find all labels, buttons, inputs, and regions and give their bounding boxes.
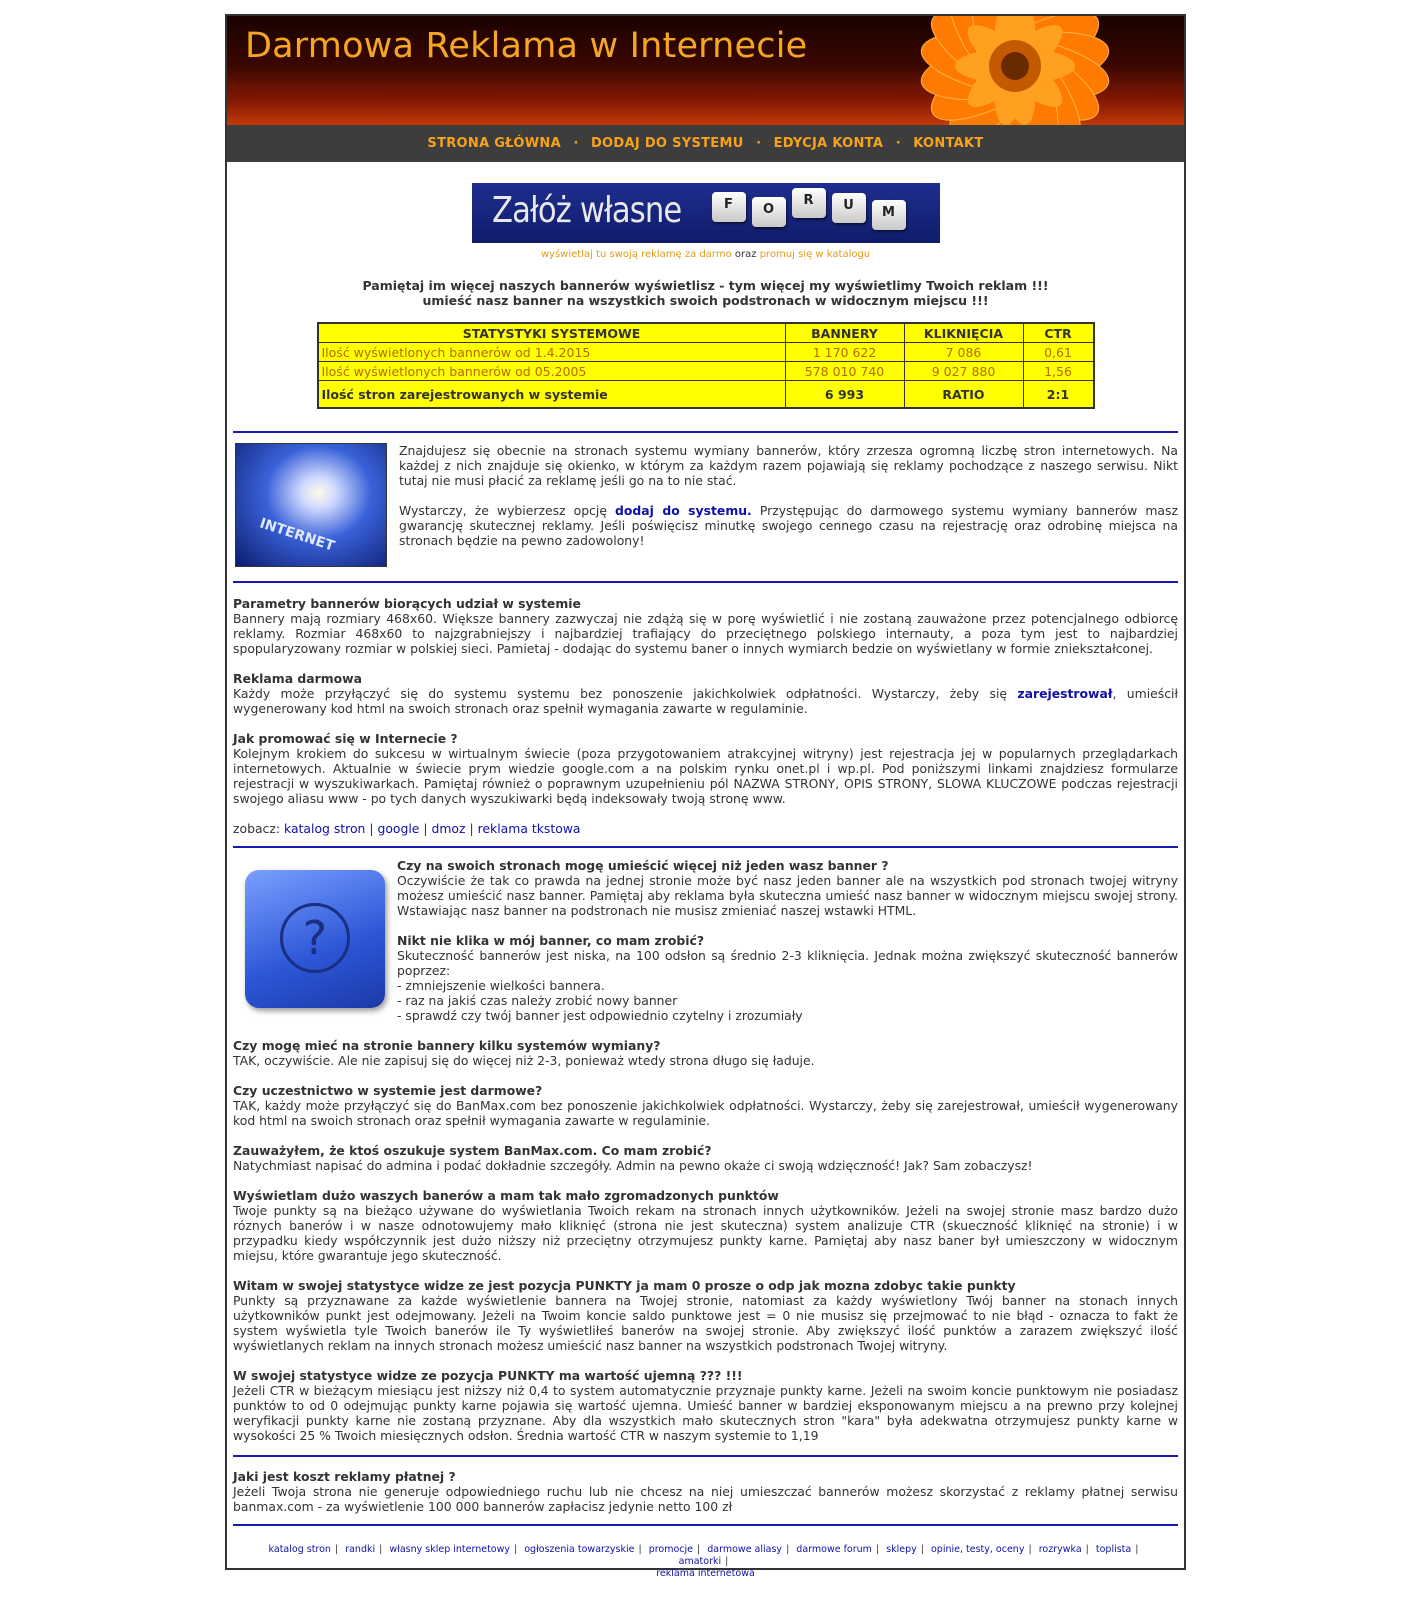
section-text: Jeżeli Twoja strona nie generuje odpowiedniego ruchu lub nie chcesz na niej umieszczać bannerów możesz skorzystać z reklamy płatnej serwisu banmax.com - za wyświetlenie 100 000 bannerów zapłacisz jedynie netto 100 zł [233, 1484, 1178, 1514]
faq-answer: Jeżeli CTR w bieżącym miesiącu jest niższy niż 0,4 to system automatycznie przyznaje punkty karne. Jeżeli na swoim koncie punktowym nie posiadasz punktów to od 0 odejmując punkty karne pojawia się wartość ujemna. Umieść banner w bardziej eksponowanym miejscu a na prewno przy kolejnej weryfikacji punkty karne nie zostaną przyznane. Aby dla wszystkich mało skutecznych stron "kara" była adekwatna otrzymujesz punkty karne w wysokości 25 % Twoich miesięcznych odsłon. Średnia wartość CTR w naszym systemie to 1,19 [233, 1383, 1178, 1443]
faq-question: Zauważyłem, że ktoś oszukuje system BanMax.com. Co mam zrobić? [233, 1143, 712, 1158]
keycap-u: U [832, 193, 866, 223]
stats-cell: 2:1 [1023, 381, 1094, 409]
section-text-part: Każdy może przyłączyć się do systemu systemu bez ponoszenie jakichkolwiek odpłatności. Wystarczy, żeby się [233, 686, 1008, 701]
notice-line-1: Pamiętaj im więcej naszych bannerów wyświetlisz - tym więcej my wyświetlimy Twoich reklam !!! [362, 278, 1049, 293]
stats-row [318, 343, 1094, 362]
keycap-f: F [712, 192, 746, 222]
stats-cell: 9 027 880 [904, 362, 1023, 381]
section-text [233, 686, 1178, 716]
faq-answer: Oczywiście że tak co prawda na jednej stronie może być nasz jeden banner ale na wszystkich pod stronach twojej witryny możesz umieścić nasz banner. Pamiętaj aby reklama była skuteczna umieść nasz banner w widocznym miejscu swojej strony. Wstawiając nasz banner na podstronach nie musisz zmieniać naszej wstawki HTML. [397, 873, 1178, 918]
footer-links [233, 1544, 1178, 1580]
section-heading: Jaki jest koszt reklamy płatnej ? [233, 1469, 456, 1484]
footer-link[interactable]: katalog stron [268, 1544, 331, 1555]
nav-contact[interactable]: KONTAKT [913, 136, 984, 151]
link-reklama-tekstowa[interactable]: reklama tkstowa [477, 821, 581, 836]
stats-cell: Ilość wyświetlonych bannerów od 05.2005 [318, 362, 786, 381]
faq-section [233, 858, 1178, 1443]
footer-link[interactable]: darmowe aliasy [707, 1544, 783, 1555]
page-container [225, 14, 1186, 1579]
nav-separator: · [895, 136, 901, 151]
footer-link[interactable]: toplista [1095, 1544, 1132, 1555]
faq-list-item: - zmniejszenie wielkości bannera. [397, 978, 605, 993]
footer-separator: | [786, 1544, 790, 1555]
stats-row [318, 362, 1094, 381]
stats-cell: 6 993 [785, 381, 904, 409]
keycap-m: M [872, 200, 906, 230]
faq-answer: TAK, oczywiście. Ale nie zapisuj się do więcej niż 2-3, ponieważ wtedy strona długo się ładuje. [233, 1053, 815, 1068]
footer-separator: | [725, 1556, 729, 1567]
see-also-links: zobacz: katalog stron | google | dmoz | reklama tkstowa [233, 821, 581, 836]
forum-banner-ad[interactable] [472, 183, 940, 243]
register-link[interactable]: zarejestrował [1017, 686, 1113, 701]
add-to-system-link[interactable]: dodaj do systemu. [615, 503, 752, 518]
stats-header-row [318, 323, 1094, 343]
intro-paragraph-1: Znajdujesz się obecnie na stronach systemu wymiany bannerów, który zrzesza ogromną liczbę stron internetowych. Na każdej z nich znajduje się okienko, w którym za każdym razem pojawiają się reklamy pochodzące z naszego serwisu. Nikt tutaj nie musi płacić za reklamę jeśli go na to nie stać. [399, 443, 1178, 488]
footer-separator: | [1085, 1544, 1089, 1555]
question-mark-icon: ? [280, 903, 350, 973]
nav-edit-account[interactable]: EDYCJA KONTA [773, 136, 884, 151]
internet-image-label: INTERNET [257, 515, 337, 555]
stats-cell: Ilość stron zarejestrowanych w systemie [318, 381, 786, 409]
stats-cell: 0,61 [1023, 343, 1094, 362]
faq-question: Wyświetlam dużo waszych banerów a mam tak mało zgromadzonych punktów [233, 1188, 779, 1203]
footer-separator: | [697, 1544, 701, 1555]
faq-list-item: - raz na jakiś czas należy zrobić nowy banner [397, 993, 678, 1008]
divider [233, 1524, 1178, 1526]
forum-banner-text: Załóż własne [491, 190, 681, 231]
footer-separator: | [920, 1544, 924, 1555]
flower-image [825, 16, 1184, 125]
faq-list-item: - sprawdź czy twój banner jest odpowiednio czytelny i zrozumiały [397, 1008, 803, 1023]
faq-answer: TAK, każdy może przyłączyć się do BanMax.com bez ponoszenie jakichkolwiek odpłatności. Wystarczy, żeby się zarejestrował, umieścił wygenerowany kod html na swoich stronach oraz spełnił wymagania zawarte w regulaminie. [233, 1098, 1178, 1128]
link-katalog-stron[interactable]: katalog stron [284, 821, 366, 836]
stats-header-cell: BANNERY [785, 323, 904, 343]
footer-link[interactable]: amatorki [678, 1556, 722, 1567]
footer-link[interactable]: promocje [648, 1544, 694, 1555]
nav-add-to-system[interactable]: DODAJ DO SYSTEMU [590, 136, 744, 151]
footer-separator: | [514, 1544, 518, 1555]
notice-line-2: umieść nasz banner na wszystkich swoich podstronach w widocznym miejscu !!! [422, 293, 989, 308]
footer-link[interactable]: rozrywka [1038, 1544, 1082, 1555]
internet-image [235, 443, 387, 567]
site-header [227, 16, 1184, 125]
faq-question: Czy mogę mieć na stronie bannery kilku systemów wymiany? [233, 1038, 661, 1053]
footer-separator: | [875, 1544, 880, 1555]
stats-cell: 578 010 740 [785, 362, 904, 381]
stats-cell: Ilość wyświetlonych bannerów od 1.4.2015 [318, 343, 786, 362]
section-heading: Parametry bannerów biorących udział w systemie [233, 596, 581, 611]
faq-answer: Twoje punkty są na bieżąco używane do wyświetlania Twoich rekam na stronach innych użytkowników. Jeżeli na swojej stronie masz bardzo dużo róznych banerów i w nasze odnotowujemy mało kliknięć (strona nie jest skuteczna) system analizuje CTR (skueczność kliknięć na stronie) i w przypadku kiedy współczynnik jest dużo niższy niż przeciętny otrzymujesz punkty karne. Pamiętaj aby nasz baner był umieszczony w widocznym miejsu, które gwarantuje jego skuteczność. [233, 1203, 1178, 1263]
banner-caption [233, 249, 1178, 260]
section-heading: Reklama darmowa [233, 671, 362, 686]
link-dmoz[interactable]: dmoz [431, 821, 466, 836]
nav-separator: · [756, 136, 762, 151]
divider [233, 431, 1178, 433]
divider [233, 846, 1178, 848]
section-heading: Jak promować się w Internecie ? [233, 731, 458, 746]
banner-block [233, 183, 1178, 260]
stats-header-cell: STATYSTYKI SYSTEMOWE [318, 323, 786, 343]
intro-text: Przystępując do darmowego systemu wymiany bannerów masz gwarancję skutecznej reklamy. Jeśli poświęcisz minutkę swojego cennego czasu na rejestrację oraz odrobinę miejsca na stronach będzie na pewno zadowolony! [399, 503, 1178, 548]
footer-separator: | [638, 1544, 642, 1555]
footer-separator: | [1028, 1544, 1032, 1555]
faq-answer: Skuteczność bannerów jest niska, na 100 odsłon są średnio 2-3 kliknięcia. Jednak można zwiększyć skuteczność bannerów poprzez: [397, 948, 1178, 978]
footer-link[interactable]: reklama internetowa [656, 1568, 755, 1579]
stats-header-cell: CTR [1023, 323, 1094, 343]
footer-separator: | [334, 1544, 339, 1555]
paid-ad-section [233, 1469, 1178, 1514]
faq-question: Czy na swoich stronach mogę umieścić więcej niż jeden wasz banner ? [397, 858, 889, 873]
footer-link[interactable]: randki [345, 1544, 376, 1555]
faq-question: W swojej statystyce widze ze pozycja PUNKTY ma wartość ujemną ??? !!! [233, 1368, 743, 1383]
footer-separator: | [379, 1544, 383, 1555]
caption-conjunction: oraz [734, 249, 757, 260]
question-key-image [235, 858, 385, 1008]
faq-answer: Punkty są przyznawane za każde wyświetlenie bannera na Twojej stronie, natomiast za każdy wyświetlony Twój banner na stonach innych użytkowników punkt jest odejmowany. Jeżeli na Twoim koncie saldo punktowe jest = 0 nie musisz się przejmować to nie błąd - oznacza to fakt że system wyświetla tyle Twoich banerów ile Ty wyświetliłeś banerów na swojej stronie. Aby zwiększyć ilość punktów a zarazem zwiększyć ilość wyświetlanych reklam na innych stronach możesz umieścić nasz banner na wszystkich podstronach Twojej witryny. [233, 1293, 1178, 1353]
footer-separator: | [1135, 1544, 1139, 1555]
footer-link[interactable]: ogłoszenia towarzyskie [524, 1544, 635, 1555]
intro-section [233, 443, 1178, 571]
stats-cell: 1 170 622 [785, 343, 904, 362]
footer-link[interactable]: opinie, testy, oceny [931, 1544, 1025, 1555]
intro-text: Wystarczy, że wybierzesz opcję [399, 503, 607, 518]
keycap-r: R [792, 188, 826, 218]
footer-link[interactable]: sklepy [886, 1544, 917, 1555]
stats-cell: RATIO [904, 381, 1023, 409]
stats-cell: 1,56 [1023, 362, 1094, 381]
promote-catalog-link[interactable]: promuj się w katalogu [759, 249, 871, 260]
link-google[interactable]: google [377, 821, 420, 836]
section-text-part: , umieścił wygenerowany kod html na swoich stronach oraz spełnił wymagania zawarte w regulaminie. [233, 686, 1178, 716]
see-also-label: zobacz: [233, 821, 281, 836]
main-nav [227, 125, 1184, 162]
nav-separator: · [573, 136, 579, 151]
divider [233, 581, 1178, 583]
divider [233, 1455, 1178, 1457]
faq-answer: Natychmiast napisać do admina i podać dokładnie szczegóły. Admin na pewno okaże ci swoją wdzięczność! Jak? Sam zobaczysz! [233, 1158, 1033, 1173]
stats-header-cell: KLIKNIĘCIA [904, 323, 1023, 343]
nav-home[interactable]: STRONA GŁÓWNA [427, 136, 561, 151]
stats-total-row [318, 381, 1094, 409]
display-ad-free-link[interactable]: wyświetlaj tu swoją reklamę za darmo [540, 249, 732, 260]
footer-link[interactable]: darmowe forum [796, 1544, 872, 1555]
stats-cell: 7 086 [904, 343, 1023, 362]
keycap-o: O [752, 197, 786, 227]
section-text: Bannery mają rozmiary 468x60. Większe bannery zazwyczaj nie zdążą się w porę wyświetlić i nie zostaną zauważone przez potencjalnego odbiorcę reklamy. Rozmiar 468x60 to najzgrabniejszy i najbardziej trafiający do przeciętnego polskiego internauty, a poza tym jest to najbardziej spopularyzowany rozmiar w polskiej sieci. Pamietaj - dodając do systemu baner o innych wymiarch bedzie on wyświetlany w formie zniekształconej. [233, 611, 1178, 656]
params-section [233, 596, 1178, 836]
site-title: Darmowa Reklama w Internecie [245, 26, 808, 66]
notice [233, 278, 1178, 308]
footer-link[interactable]: własny sklep internetowy [389, 1544, 511, 1555]
section-text: Kolejnym krokiem do sukcesu w wirtualnym świecie (poza przygotowaniem atrakcyjnej witryny) jest rejestracja jej w popularnych przeglądarkach internetowych. Aktualnie w świecie prym wiedzie google.com a na polskim rynku onet.pl i wp.pl. Pod poniższymi linkami znajdziesz formularze rejestracji w wyszukiwarkach. Pamiętaj również o poprawnym uzupełnieniu pól NAZWA STRONY, OPIS STRONY, SLOWA KLUCZOWE podczas rejestracji swojego aliasu www - po tych danych wyszukiwarki będą indeksowały twoją stronę www. [233, 746, 1178, 806]
stats-table [317, 322, 1095, 409]
faq-question: Czy uczestnictwo w systemie jest darmowe? [233, 1083, 543, 1098]
main-content [227, 183, 1184, 1580]
faq-question: Nikt nie klika w mój banner, co mam zrobić? [397, 933, 705, 948]
faq-question: Witam w swojej statystyce widze ze jest pozycja PUNKTY ja mam 0 prosze o odp jak mozna zdobyc takie punkty [233, 1278, 1016, 1293]
